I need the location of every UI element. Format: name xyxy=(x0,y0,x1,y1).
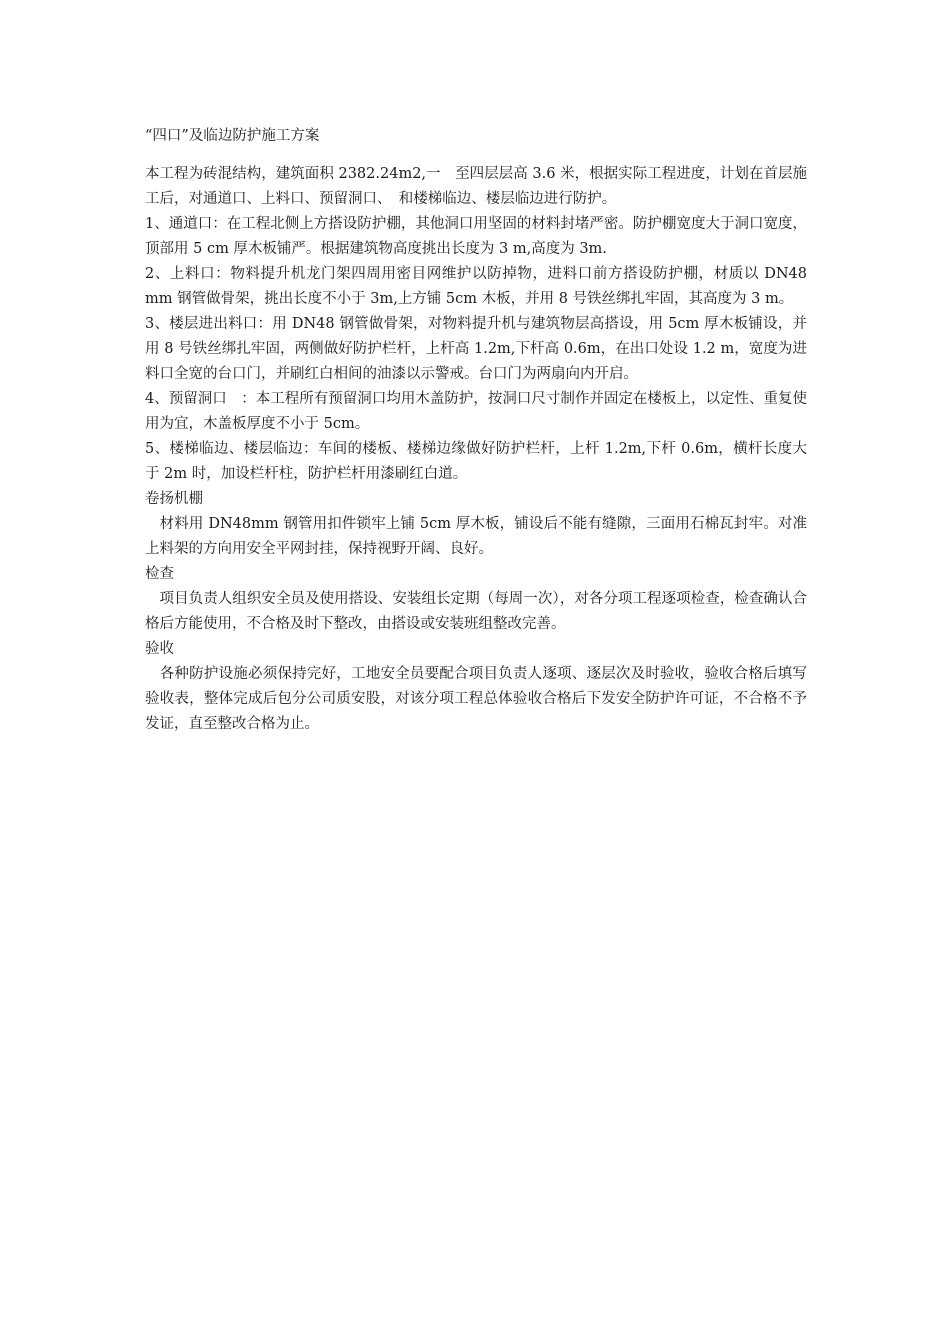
section-body-hoist-shed: 材料用 DN48mm 钢管用扣件锁牢上铺 5cm 厚木板，铺设后不能有缝隙，三面用石棉瓦封牢。对准上料架的方向用安全平网封挂，保持视野开阔、良好。 xyxy=(145,516,807,557)
item-loading-opening: 2、上料口：物料提升机龙门架四周用密目网维护以防掉物，进料口前方搭设防护棚，材质以 DN48 mm 钢管做骨架，挑出长度不小于 3m,上方铺 5cm 木板，并用 8 号铁丝绑扎牢固，其高度为 3 m。 xyxy=(145,266,807,307)
item-floor-loading-opening: 3、楼层进出料口：用 DN48 钢管做骨架，对物料提升机与建筑物层高搭设，用 5cm 厚木板铺设，并用 8 号铁丝绑扎牢固，两侧做好防护栏杆，上杆高 1.2m,下杆高 0.6m，在出口处设 1.2 m，宽度为进料口全宽的台口门，并刷红白相间的油漆以示警戒。台口门为两扇向内开启。 xyxy=(145,316,807,382)
section-body-inspection: 项目负责人组织安全员及使用搭设、安装组长定期（每周一次），对各分项工程逐项检查，检查确认合格后方能使用，不合格及时下整改，由搭设或安装班组整改完善。 xyxy=(145,591,807,632)
section-heading-acceptance: 验收 xyxy=(145,641,174,657)
document-title: “四口”及临边防护施工方案 xyxy=(145,128,320,144)
section-body-acceptance: 各种防护设施必须保持完好，工地安全员要配合项目负责人逐项、逐层次及时验收，验收合格后填写验收表，整体完成后包分公司质安股，对该分项工程总体验收合格后下发安全防护许可证，不合格不予发证，直至整改合格为止。 xyxy=(145,666,807,732)
item-stair-floor-edge: 5、楼梯临边、楼层临边：车间的楼板、楼梯边缘做好防护栏杆，上杆 1.2m,下杆 0.6m，横杆长度大于 2m 时，加设栏杆柱，防护栏杆用漆刷红白道。 xyxy=(145,441,807,482)
item-passageway: 1、通道口：在工程北侧上方搭设防护棚，其他洞口用坚固的材料封堵严密。防护棚宽度大于洞口宽度，顶部用 5 cm 厚木板铺严。根据建筑物高度挑出长度为 3 m,高度为 3m. xyxy=(145,216,807,257)
document-body xyxy=(145,124,807,737)
intro-paragraph: 本工程为砖混结构，建筑面积 2382.24m2,一 至四层层高 3.6 米，根据实际工程进度，计划在首层施工后，对通道口、上料口、预留洞口、 和楼梯临边、楼层临边进行防护。 xyxy=(145,166,807,207)
section-heading-hoist-shed: 卷扬机棚 xyxy=(145,491,203,507)
section-heading-inspection: 检查 xyxy=(145,566,174,582)
item-reserved-opening: 4、预留洞口 ：本工程所有预留洞口均用木盖防护，按洞口尺寸制作并固定在楼板上，以定性、重复使用为宜，木盖板厚度不小于 5cm。 xyxy=(145,391,807,432)
